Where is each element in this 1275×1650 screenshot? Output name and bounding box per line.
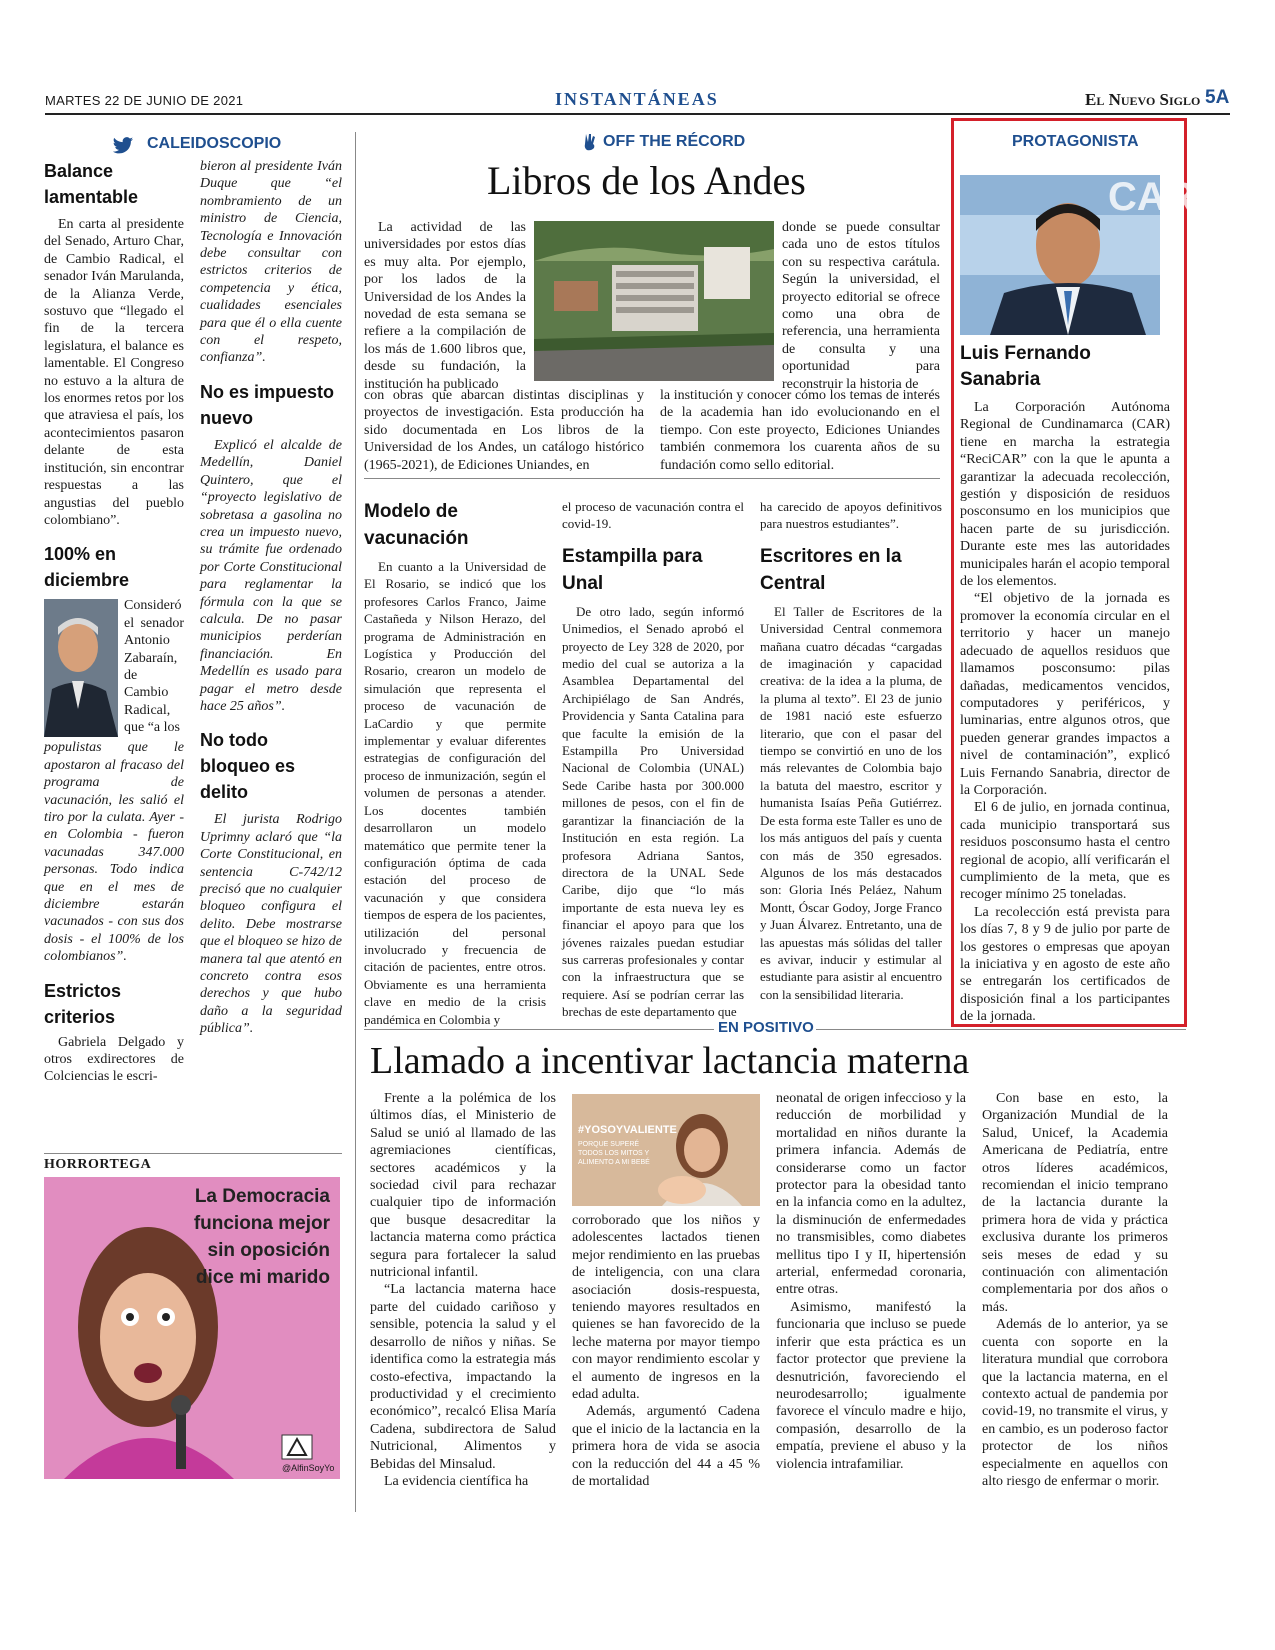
headline-diciembre: 100% en diciembre bbox=[44, 544, 130, 591]
enpositivo-c2a: corroborado que los niños y adolescentes lactados tienen mejor rendimiento en las pruebas de inteligencia, con una clara asociación dosis-respuesta, teniendo mayores resultados en quienes se han favorecido de la leche materna por mayor tiempo con mayor rendimiento escolar y el aumento de ingresos en la edad adulta. bbox=[572, 1213, 760, 1403]
zabarain-photo bbox=[44, 599, 118, 737]
story-escritores bbox=[760, 603, 942, 1003]
enpositivo-label: EN POSITIVO bbox=[718, 1019, 814, 1036]
cartoon-quote: La Democracia funciona mejor sin oposición dice mi marido bbox=[193, 1186, 330, 1288]
story-diciembre-a: Consideró el senador Antonio Zabaraín, de Cambio Radical, que “a los bbox=[124, 598, 184, 736]
brief-estampilla bbox=[562, 498, 744, 1021]
protagonista-p1: La Corporación Autónoma Regional de Cundinamarca (CAR) tiene en marcha la estrategia “ReciCAR” con la que le apunta a garantizar la adecuada recolección, gestión y disposición de residuos posconsumo en los municipios que hacen parte de su jurisdicción. Durante este mes las autoridades municipales harán el acopio temporal de los elementos. bbox=[960, 400, 1170, 590]
car-logo-text: CAR bbox=[1108, 175, 1195, 219]
story-estampilla-text: De otro lado, según informó Unimedios, el Senado aprobó el proyecto de Ley 328 de 2020, por medio del cual se autoriza a la Asamblea Departamental del Archipiélago de San Andrés, Providencia y Santa Catalina para que faculte la emisión de la Estampilla Pro Universidad Nacional de Colombia (UNAL) Sede Caribe hasta por 300.000 millones de pesos, con el fin de garantizar la financiación de la Institución en esta región. La profesora Adriana Santos, directora de la UNAL Sede Caribe, dijo que “lo más importante de esta nueva ley es financiar el apoyo para que los jóvenes raizales puedan estudiar sus carreras profesionales y contar con la infraestructura que se requiere. Así se podrían cerrar las brechas de este departamento que bbox=[562, 603, 744, 1020]
enpositivo-rule-right bbox=[816, 1029, 1186, 1030]
story-balance bbox=[44, 216, 184, 529]
page-number: 5A bbox=[1205, 87, 1230, 108]
protagonista-story bbox=[960, 399, 1170, 1026]
story-impuesto-text: Explicó el alcalde de Medellín, Daniel Quintero, que el “proyecto legislativo de sobretasa a gasolina no crea un impuesto nuevo, su trámite fue ordenado por Corte Constitucional para reglamentar la fórmula con la que se calcula. De no pasar municipios perderían financiación. En Medellín es usado para pagar el metro desde hace 25 años”. bbox=[200, 437, 342, 714]
uniandes-campus-photo bbox=[534, 221, 774, 381]
header-rule bbox=[45, 113, 1230, 115]
campaign-subtitle: PORQUE SUPERÉ TODOS LOS MITOS Y ALIMENTO A MI BEBÉ bbox=[578, 1141, 650, 1166]
story-impuesto bbox=[200, 437, 342, 716]
protagonista-p4: La recolección está prevista para los días 7, 8 y 9 de julio por parte de los gestores o empresas que apoyan la iniciativa y en agosto de este año se entregarán los certificados de disposición final a los participantes de la jornada. bbox=[960, 904, 1170, 1025]
newspaper-name: El Nuevo Siglo bbox=[1085, 90, 1201, 109]
enpositivo-c2b: Además, argumentó Cadena que el inicio de la lactancia en la primera hora de vida se asocia con la reducción del 44 a 45 % de mortalidad bbox=[572, 1404, 760, 1490]
offrecord-rule bbox=[364, 478, 940, 479]
caleidoscopio-label: CALEIDOSCOPIO bbox=[147, 135, 282, 152]
enpositivo-col3 bbox=[776, 1090, 966, 1473]
headline-impuesto: No es impuesto nuevo bbox=[200, 381, 335, 428]
offrecord-bottom-left: con obras que abarcan distintas disciplinas y proyectos de investigación. Esta producción ha sido documentada en Los libros de la Universidad de los Andes, un catálogo histórico (1965-2021), de Ediciones Uniandes, en bbox=[364, 388, 644, 473]
peace-hand-icon bbox=[583, 133, 597, 151]
story-estampilla bbox=[562, 603, 744, 1021]
headline-estampilla: Estampilla para Unal bbox=[562, 545, 703, 594]
headline-balance: Balance lamentable bbox=[44, 161, 139, 207]
enpositivo-col1 bbox=[370, 1090, 556, 1490]
story-bloqueo-text: El jurista Rodrigo Uprimny aclaró que “la Corte Constitucional, en sentencia C-742/12 precisó que no cualquier bloqueo configura el delito. Debe mostrarse que el bloqueo se hizo de manera tal que atentó en concreto contra esos derechos y que hubo daño a la seguridad pública”. bbox=[200, 812, 342, 1037]
offrecord-left-text: La actividad de las universidades por estos días es muy alta. Por ejemplo, por los lados de la Universidad de los Andes la novedad de esta semana se refiere a la compilación de los más de 1.600 libros que, desde su fundación, la institución ha publicado bbox=[364, 220, 526, 392]
column-divider bbox=[355, 132, 356, 1512]
horrortega-label: HORRORTEGA bbox=[44, 1157, 152, 1172]
offrecord-right: donde se puede consultar cada uno de estos títulos con su respectiva carátula. Según la universidad, el proyecto editorial se ofrece como una obra de referencia, una herramienta de consulta y una oportunidad para reconstruir la historia de bbox=[782, 220, 940, 392]
campaign-hashtag: #YOSOYVALIENTE bbox=[578, 1124, 677, 1136]
twitter-bird-icon bbox=[112, 136, 134, 156]
enpositivo-col4 bbox=[982, 1090, 1168, 1490]
enpositivo-c4a: Con base en esto, la Organización Mundial de la Salud, Unicef, la Academia Americana de Pediatría, entre otros líderes académicos, recomiendan el inicio temprano de la lactancia durante la primera hora de vida y práctica exclusiva durante los primeros seis meses de edad y su continuación con alimentación complementaria por dos años o más. bbox=[982, 1091, 1168, 1315]
story-modelo-text: En cuanto a la Universidad de El Rosario, se indicó que los profesores Carlos Franco, Jaime Castañeda y Nilson Herazo, del programa de Administración en Logística y Producción del Rosario, crearon un modelo de simulación que representa el proceso de vacunación de LaCardio y que permite implementar y evaluar diferentes estrategias de configuración del proceso de inmunización, según el volumen de personas a atender. Los docentes también desarrollaron un modelo matemático que permite tener la configuración óptima de cada estación del proceso de vacunación y que considera tiempos de espera de los pacientes, utilización del personal involucrado y frecuencia de citación de pacientes, entre otros. Obviamente es una herramienta clave en medio de la crisis pandémica en Colombia y bbox=[364, 559, 546, 1027]
protagonista-p3: El 6 de julio, en jornada continua, cada municipio transportará sus residuos posconsumo hasta el centro regional de acopio, allí verificarán el cumplimiento de la meta, que es recoger mínimo 25 toneladas. bbox=[960, 800, 1170, 903]
issue-date: MARTES 22 DE JUNIO DE 2021 bbox=[45, 93, 244, 108]
offrecord-left bbox=[364, 219, 526, 393]
story-criterios bbox=[44, 1034, 184, 1086]
offrecord-bottom-right: la institución y conocer cómo los temas de interés de la academia han ido evolucionando en el tiempo. Con este proyecto, Ediciones Uniandes también conmemora los cuarenta años de su fundación como sello editorial. bbox=[660, 388, 940, 473]
story-balance-text: En carta al presidente del Senado, Arturo Char, de Cambio Radical, el senador Iván Marulanda, de la Alianza Verde, sostuvo que “llegado el fin de la tercera legislatura, el balance es lamentable. El Congreso no estuvo a la altura de los enormes retos por los que atraviesa el país, los acontecimientos pasaron delante de esta institución, sin encontrar respuestas a las angustias del pueblo colombiano”. bbox=[44, 217, 184, 528]
headline-escritores: Escritores en la Central bbox=[760, 545, 902, 594]
offrecord-title: Libros de los Andes bbox=[487, 158, 806, 203]
horrortega-rule bbox=[44, 1153, 342, 1154]
headline-modelo: Modelo de vacunación bbox=[364, 501, 469, 549]
story-ciencia: bieron al presidente Iván Duque que “el nombramiento de un ministro de Ciencia, Tecnología e Innovación debe consultar con estrictos criterios de competencia y ética, cualidades esenciales para que él o ella cuente con el respeto, confianza”. bbox=[200, 159, 342, 366]
story-bloqueo bbox=[200, 811, 342, 1037]
story-criterios-text: Gabriela Delgado y otros exdirectores de Colciencias le escri- bbox=[44, 1034, 184, 1085]
story-escritores-text: El Taller de Escritores de la Universidad Central conmemora mañana cuatro décadas “cargadas de imaginación y capacidad creativa: de la idea a la pluma, de la pluma al texto”. El 23 de junio de 1981 nació este esfuerzo literario, que con el pasar del tiempo se convirtió en uno de los más relevantes de Colombia bajo la batuta del maestro, escritor y humanista Isaías Peña Gutiérrez. De esta forma este Taller es uno de los más antiguos del país y cuenta con más de 350 egresados. Algunos de los más destacados son: Gloria Inés Peláez, Nahum Montt, Óscar Godoy, Jorge Franco y Juan Álvarez. Entretanto, una de las apuestas más sólidas del taller es avivar, inducir y estimular al estudiante para asistir al encuentro con la sensibilidad literaria. bbox=[760, 603, 942, 1002]
enpositivo-c1a: Frente a la polémica de los últimos días, el Ministerio de Salud se unió al llamado de las agremiaciones científicas, sectores académicos y la sociedad civil para rechazar cualquier tipo de información que busque desacreditar la lactancia materna como práctica segura para fortalecer la salud nutricional infantil. bbox=[370, 1091, 556, 1281]
offrecord-label: OFF THE RÉCORD bbox=[603, 133, 746, 150]
enpositivo-rule-left bbox=[364, 1029, 714, 1030]
caleidoscopio-col1 bbox=[44, 158, 184, 1086]
cartoon-credit: @AlfinSoyYo bbox=[282, 1463, 335, 1473]
brief-escritores bbox=[760, 498, 942, 1003]
horrortega-cartoon bbox=[44, 1177, 340, 1479]
headline-criterios: Estrictos criterios bbox=[44, 980, 122, 1027]
protagonista-p2: “El objetivo de la jornada es promover la economía circular en el territorio y hacer un manejo adecuado de aquellos residuos que llamamos posconsumo: pilas dañadas, medicamentos vencidos, computadores y periféricos, y luminarias, entre algunos otros, que pueden generar grandes impactos a nivel de contaminación”, explicó Luis Fernando Sanabria, director de la Corporación. bbox=[960, 591, 1170, 798]
story-modelo-end: el proceso de vacunación contra el covid-19. bbox=[562, 499, 744, 532]
sanabria-photo bbox=[960, 175, 1195, 335]
headline-bloqueo: No todo bloqueo es delito bbox=[200, 730, 296, 803]
enpositivo-col2 bbox=[572, 1212, 760, 1491]
story-estampilla-end: ha carecido de apoyos definitivos para nuestros estudiantes”. bbox=[760, 499, 942, 532]
caleidoscopio-col2 bbox=[200, 158, 342, 1038]
story-modelo bbox=[364, 558, 546, 1028]
protagonista-name: Luis Fernando Sanabria bbox=[960, 343, 1091, 390]
enpositivo-c3a: neonatal de origen infeccioso y la reducción de morbilidad y mortalidad en niños durante la primera infancia. Además de considerarse como un factor protector para la obesidad tanto en la infancia como en la adultez, la disminución de enfermedades no transmisibles, como diabetes mellitus tipo I y II, hipertensión arterial, enfermedad coronaria, entre otras. bbox=[776, 1091, 966, 1298]
enpositivo-c1c: La evidencia científica ha bbox=[384, 1473, 529, 1489]
brief-modelo bbox=[364, 498, 546, 1028]
story-diciembre-b: populistas que le apostaron al fracaso del programa de vacunación, les salió el tiro por la culata. Ayer - en Colombia - fueron vacunadas 347.000 personas. Todo indica que en el mes de diciembre estarán vacunados - con sus dos dosis - el 100% de los colombianos”. bbox=[44, 740, 184, 965]
enpositivo-c3b: Asimismo, manifestó la funcionaria que incluso se puede inferir que esta práctica es un factor protector que previene la desnutrición, favoreciendo el neurodesarrollo; igualmente favorece el vínculo madre e hijo, compasión, desarrollo de la empatía, previene el abuso y la violencia intrafamiliar. bbox=[776, 1299, 966, 1472]
enpositivo-c1b: “La lactancia materna hace parte del cuidado cariñoso y sensible, potencia la salud y el desarrollo de niños y niñas. Se identifica como la estrategia más costo-efectiva, impactando la productividad y el crecimiento económico”, recalcó Elisa María Cadena, subdirectora de Salud Nutricional, Alimentos y Bebidas del Minsalud. bbox=[370, 1282, 556, 1472]
section-title: INSTANTÁNEAS bbox=[555, 89, 719, 109]
lactancia-campaign-photo bbox=[572, 1094, 760, 1206]
protagonista-label: PROTAGONISTA bbox=[1012, 133, 1139, 150]
enpositivo-title: Llamado a incentivar lactancia materna bbox=[370, 1040, 970, 1082]
enpositivo-c4b: Además de lo anterior, ya se cuenta con soporte en la literatura mundial que corrobora que la lactancia materna, en el contexto actual de pandemia por covid-19, no transmite el virus, y en cambio, es un poderoso factor protector de los niños especialmente en aquellos con alto riesgo de enfermar o morir. bbox=[982, 1317, 1168, 1489]
